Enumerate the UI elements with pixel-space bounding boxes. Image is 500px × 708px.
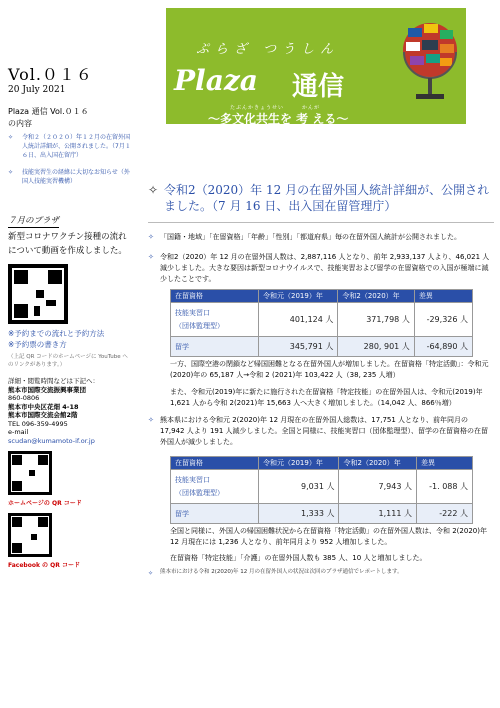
contact-email-label: e-mail <box>8 428 29 436</box>
diamond-bullet-icon: ✧ <box>8 134 14 141</box>
diamond-bullet-icon: ✧ <box>148 183 159 197</box>
homepage-qr-caption: ホームページの QR コード <box>8 500 82 507</box>
facebook-qr-code[interactable] <box>8 513 52 557</box>
table-row: 留学 1,333 人 1,111 人 -222 人 <box>171 504 473 524</box>
title-kana: ぷらざ つうしん <box>196 42 340 57</box>
contact-org: 熊本市国際交流振興事業団 <box>8 385 86 394</box>
subtitle-ruby: たぶんかきょうせい かんが <box>230 105 321 111</box>
kumamoto-stats-table <box>170 456 473 524</box>
header-banner <box>166 8 466 124</box>
contact-title: 詳細・閲覧時間などは下記へ： <box>8 377 99 385</box>
paragraph-kumamoto-skill: 在留資格「特定技能」「介護」の在留外国人数も 385 人、10 人と増加しました。 <box>170 554 427 562</box>
contact-building: 熊本市国際交流会館2階 <box>8 411 78 419</box>
main-article <box>148 182 494 579</box>
contact-postal: 860-0806 <box>8 394 40 402</box>
diamond-bullet-icon: ✧ <box>148 233 154 241</box>
national-stats-table <box>170 289 473 357</box>
toc-item[interactable]: ✧ 令和２（２０２０）年１２月の在留外国人統計詳細が、公開されました。（7月１６日、出入国在留庁） <box>8 134 131 159</box>
july-plaza-text: 新型コロナワクチン接種の流れについて動画を作成しました。 <box>8 232 127 256</box>
contact-email-link[interactable]: scudan@kumamoto-if.or.jp <box>8 436 95 445</box>
diamond-bullet-icon: ✧ <box>148 253 154 261</box>
table-header-row: 在留資格 令和元（2019）年 令和2（2020）年 差異 <box>171 290 473 303</box>
divider <box>148 222 494 223</box>
link-reservation-form[interactable]: ※予約票の書き方 <box>8 340 67 349</box>
paragraph-item: ✧ 「国籍・地域」「在留資格」「年齢」「性別」「都道府県」毎の在留外国人統計が公開されました。 <box>148 233 461 241</box>
title-tsushin: 通信 <box>292 72 345 102</box>
diamond-bullet-icon: ✧ <box>8 169 14 176</box>
issue-date: 20 July 2021 <box>8 85 66 95</box>
paragraph-special-activity: 一方、国際空港の閉鎖など帰国困難となる在留外国人が増加しました。在留資格「特定活動」：令和元(2020)年の 65,187 人→令和 2 (2021)年 103,422 人（38, 235 人増） <box>170 360 489 379</box>
article-headline: ✧ 令和2（2020）年 12 月の在留外国人統計詳細が、公開されました。（7 月 16 日、出入国在留管理庁） <box>148 183 490 213</box>
homepage-qr-code[interactable] <box>8 451 52 495</box>
link-reservation-flow[interactable]: ※予約までの流れと予約方法 <box>8 329 105 338</box>
video-qr-code[interactable] <box>8 264 68 324</box>
paragraph-kumamoto-special: 全国と同様に、外国人の帰国困難状況から在留資格「特定活動」の在留外国人数は、令和 2(2020)年 12 月現在には 1,236 人となり、前年同月より 952 人増加しました。 <box>170 527 487 546</box>
paragraph-item: ✧ 熊本県における令和元 2(2020)年 12 月現在の在留外国人総数は、17,751 人となり、前年同月の 17,942 人より 191 人減少しました。全国と同様に、技能実習口（団体監理型）、留学の在留資格の在留外国人が減少しました。 <box>148 416 489 446</box>
sidebar <box>8 62 132 569</box>
title-plaza: Plaza <box>174 64 258 97</box>
diamond-bullet-icon: ✧ <box>148 416 154 424</box>
toc-list <box>8 133 132 186</box>
contact-address: 熊本市中央区花畑 4-18 <box>8 402 79 411</box>
contact-tel: TEL 096-359-4995 <box>8 419 68 428</box>
table-row: 技能実習口 （団体監理型） 401,124 人 371,798 人 -29,326 人 <box>171 303 473 337</box>
volume-number: Vol.０１６ <box>8 65 93 84</box>
diamond-bullet-icon: ✧ <box>148 570 154 577</box>
toc-title: Plaza 通信 Vol.０１６ の内容 <box>8 107 89 128</box>
paragraph-item: ✧ 令和2（2020）年 12 月の在留外国人数は、2,887,116 人となり、前年 2,933,137 人より、46,021 人減少しました。大きな要因は新型コロナウイルスで、技能実習および留学の在留資格での入国が極端に減少したことです。 <box>148 253 490 283</box>
toc-item[interactable]: ✧ 技能実習生の経緯に大切なお知らせ（外国人技能実習機構） <box>8 169 130 185</box>
footnote: ✧ 熊本市における令和 2(2020)年 12 月の在留外国人の状況は次回のプラザ通信でレポートします。 <box>148 569 403 577</box>
globe-flags-icon <box>400 12 460 112</box>
july-plaza-title: ７月のプラザ <box>8 216 60 226</box>
table-row: 技能実習口 （団体監理型） 9,031 人 7,943 人 -1. 088 人 <box>171 470 473 504</box>
subtitle: 〜多文化共生を 考 える〜 <box>208 112 349 126</box>
table-row: 留学 345,791 人 280, 901 人 -64,890 人 <box>171 337 473 357</box>
qr-note: （上記 QR コードのホームページに YouTube へのリンクがあります。） <box>8 354 128 368</box>
paragraph-specified-skill: また、令和元(2019)年に新たに施行された在留資格「特定技能」の在留外国人は、令和元(2019)年 1,621 人から令和 2(2021)年 15,663 人へ大きく増加しました。（14,042 人、866％増） <box>170 388 483 407</box>
facebook-qr-caption: Facebook の QR コード <box>8 562 80 569</box>
table-header-row: 在留資格 令和元（2019）年 令和2（2020）年 差異 <box>171 457 473 470</box>
